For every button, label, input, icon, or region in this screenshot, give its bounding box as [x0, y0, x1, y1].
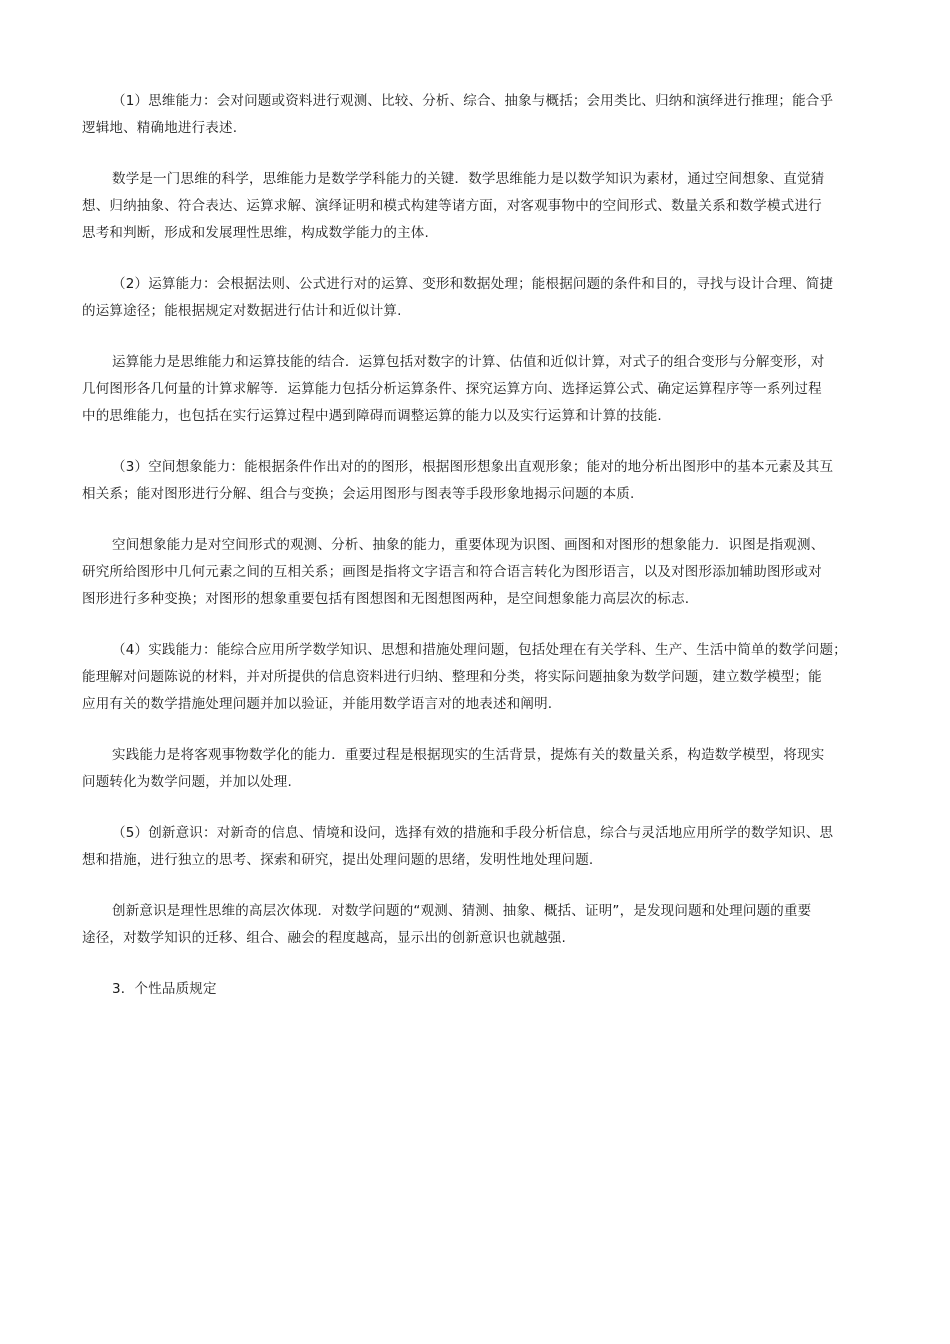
text-line: 应用有关的数学措施处理问题并加以验证，并能用数学语言对的地表述和阐明. — [82, 696, 553, 712]
text-line: 能理解对问题陈说的材料，并对所提供的信息资料进行归纳、整理和分类，将实际问题抽象为数学问题，建立数学模型；能 — [82, 669, 822, 685]
text-line: （3）空间想象能力：能根据条件作出对的的图形，根据图形想象出直观形象；能对的地分析出图形中的基本元素及其互 — [112, 459, 834, 475]
paragraph-thinking-explanation — [82, 166, 872, 247]
document-page — [82, 88, 872, 1003]
text-line: 空间想象能力是对空间形式的观测、分析、抽象的能力，重要体现为识图、画图和对图形的想象能力．识图是指观测、 — [112, 537, 825, 553]
paragraph-practice-ability — [82, 637, 872, 718]
text-line: 相关系；能对图形进行分解、组合与变换；会运用图形与图表等手段形象地揭示问题的本质. — [82, 486, 635, 502]
text-line: （2）运算能力：会根据法则、公式进行对的运算、变形和数据处理；能根据问题的条件和目的，寻找与设计合理、简捷 — [112, 276, 834, 292]
paragraph-practice-explanation — [82, 742, 872, 796]
text-line: （5）创新意识：对新奇的信息、情境和设问，选择有效的措施和手段分析信息，综合与灵活地应用所学的数学知识、思 — [112, 825, 834, 841]
paragraph-spatial-explanation — [82, 532, 872, 613]
text-line: 逻辑地、精确地进行表述. — [82, 120, 238, 136]
text-line: 的运算途径；能根据规定对数据进行估计和近似计算. — [82, 303, 402, 319]
text-line: 运算能力是思维能力和运算技能的结合．运算包括对数字的计算、估值和近似计算，对式子的组合变形与分解变形，对 — [112, 354, 825, 370]
text-line: 想和措施，进行独立的思考、探索和研究，提出处理问题的思绪，发明性地处理问题. — [82, 852, 594, 868]
text-line: 研究所给图形中几何元素之间的互相关系；画图是指将文字语言和符合语言转化为图形语言，以及对图形添加辅助图形或对 — [82, 564, 822, 580]
text-line: （1）思维能力：会对问题或资料进行观测、比较、分析、综合、抽象与概括；会用类比、归纳和演绎进行推理；能合乎 — [112, 93, 834, 109]
text-line: 想、归纳抽象、符合表达、运算求解、演绎证明和模式构建等诸方面，对客观事物中的空间形式、数量关系和数学模式进行 — [82, 198, 822, 214]
text-line: 图形进行多种变换；对图形的想象重要包括有图想图和无图想图两种，是空间想象能力高层次的标志. — [82, 591, 690, 607]
paragraph-thinking-ability — [82, 88, 872, 142]
text-line: 途径，对数学知识的迁移、组合、融会的程度越高，显示出的创新意识也就越强. — [82, 930, 566, 946]
text-line: 中的思维能力，也包括在实行运算过程中遇到障碍而调整运算的能力以及实行运算和计算的技能. — [82, 408, 662, 424]
text-line: 几何图形各几何量的计算求解等．运算能力包括分析运算条件、探究运算方向、选择运算公式、确定运算程序等一系列过程 — [82, 381, 822, 397]
paragraph-computation-explanation — [82, 349, 872, 430]
text-line: 3．个性品质规定 — [112, 981, 217, 997]
text-line: （4）实践能力：能综合应用所学数学知识、思想和措施处理问题，包括处理在有关学科、生产、生活中简单的数学问题； — [112, 642, 847, 658]
paragraph-spatial-ability — [82, 454, 872, 508]
paragraph-innovation-awareness — [82, 820, 872, 874]
text-line: 思考和判断，形成和发展理性思维，构成数学能力的主体. — [82, 225, 429, 241]
text-line: 创新意识是理性思维的高层次体现．对数学问题的“观测、猜测、抽象、概括、证明”，是发现问题和处理问题的重要 — [112, 903, 812, 919]
text-line: 数学是一门思维的科学，思维能力是数学学科能力的关键．数学思维能力是以数学知识为素材，通过空间想象、直觉猜 — [112, 171, 825, 187]
text-line: 问题转化为数学问题，并加以处理. — [82, 774, 292, 790]
paragraph-computation-ability — [82, 271, 872, 325]
text-line: 实践能力是将客观事物数学化的能力．重要过程是根据现实的生活背景，提炼有关的数量关系，构造数学模型，将现实 — [112, 747, 825, 763]
section-heading-personal-qualities — [82, 976, 872, 1003]
paragraph-innovation-explanation — [82, 898, 872, 952]
